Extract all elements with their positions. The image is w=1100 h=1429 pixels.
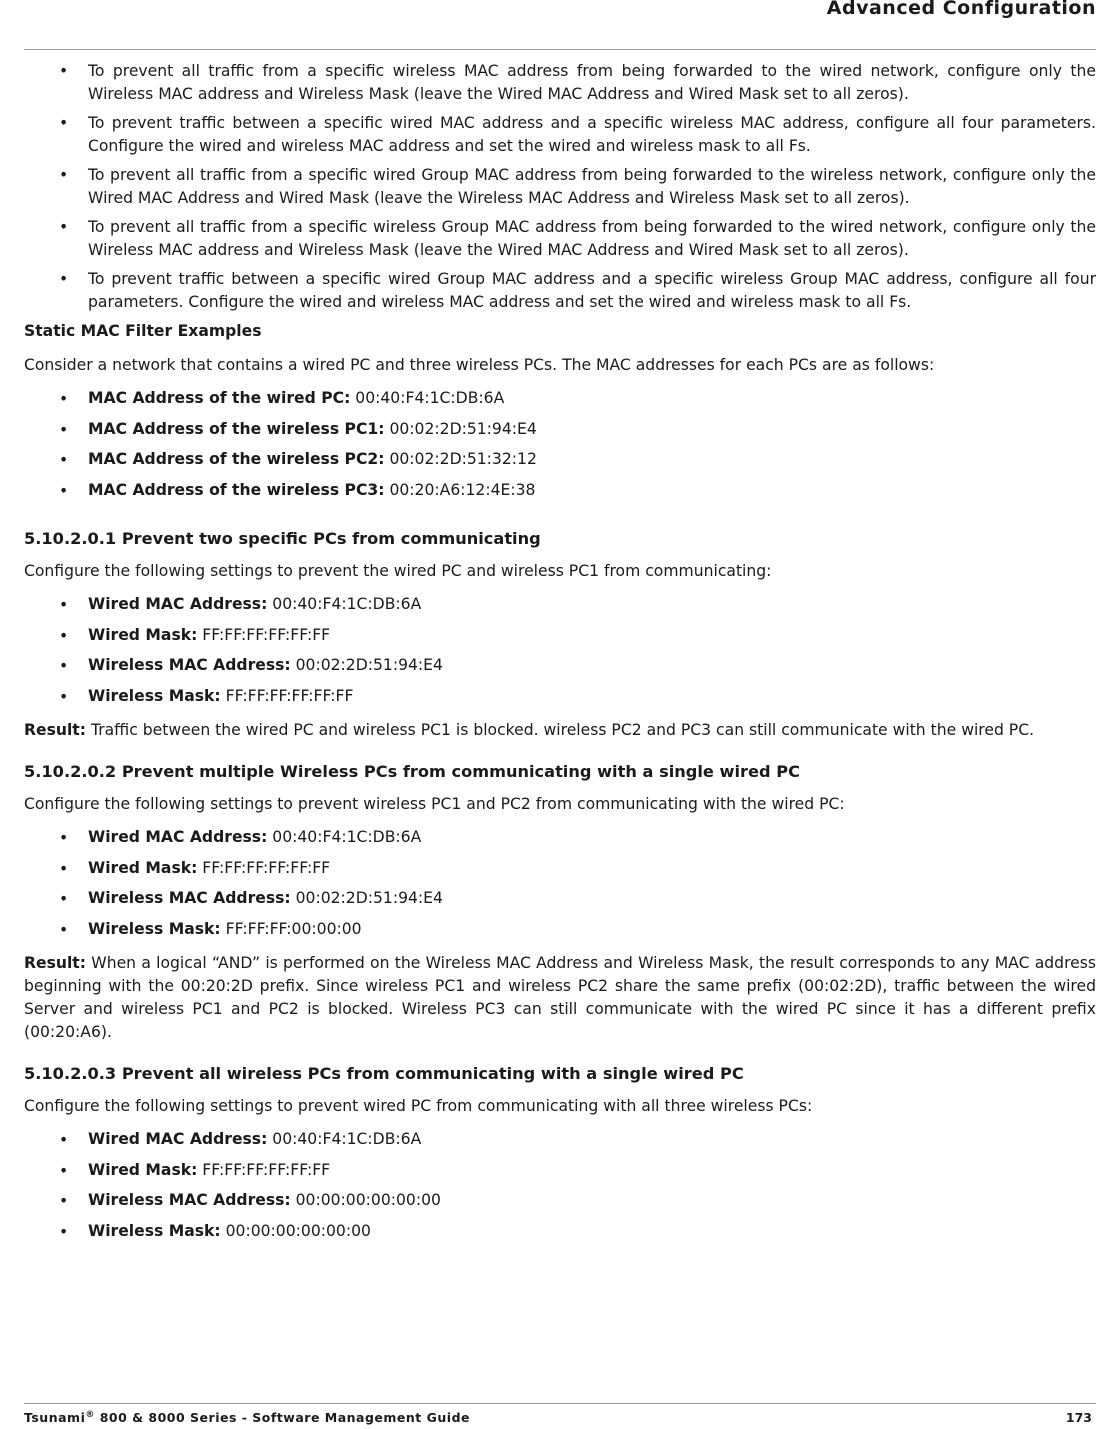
examples-heading: Static MAC Filter Examples bbox=[24, 322, 262, 340]
result-paragraph-1: Result: Traffic between the wired PC and wireless PC1 is blocked. wireless PC2 and PC3 can still communicate with the wired PC. bbox=[24, 721, 1035, 739]
list-item: • Wired MAC Address: 00:40:F4:1C:DB:6A bbox=[24, 826, 1096, 857]
list-item: • MAC Address of the wireless PC1: 00:02:2D:51:94:E4 bbox=[24, 418, 1096, 449]
list-item: • Wired MAC Address: 00:40:F4:1C:DB:6A bbox=[24, 593, 1096, 624]
intro-bullet-list bbox=[24, 60, 1096, 314]
bullet-icon: • bbox=[59, 920, 69, 939]
result-paragraph-2: Result: When a logical “AND” is performed on the Wireless MAC Address and Wireless Mask, the result corresponds to any MAC address beginning with the 00:20:2D prefix. Since wireless PC1 and wireless PC2 share the same prefix (00:02:2D), traffic between the wired Server and wireless PC1 and PC2 is blocked. Wireless PC3 can still communicate with the wired PC since it has a different prefix (00:20:A6). bbox=[24, 954, 1096, 1041]
settings-list-3 bbox=[24, 1128, 1096, 1250]
bullet-icon: • bbox=[59, 1161, 69, 1180]
bullet-icon: • bbox=[59, 390, 69, 408]
list-item: • MAC Address of the wired PC: 00:40:F4:1C:DB:6A bbox=[24, 387, 1096, 418]
list-item: • Wireless Mask: FF:FF:FF:FF:FF:FF bbox=[24, 685, 1096, 716]
bullet-icon: • bbox=[59, 1131, 69, 1149]
bullet-icon: • bbox=[59, 481, 69, 500]
examples-list bbox=[24, 387, 1096, 509]
section-heading-3: 5.10.2.0.3 Prevent all wireless PCs from communicating with a single wired PC bbox=[24, 1064, 744, 1083]
list-item: • MAC Address of the wireless PC3: 00:20:A6:12:4E:38 bbox=[24, 479, 1096, 510]
list-item: • To prevent traffic between a specific wired MAC address and a specific wireless MAC address, configure all four parameters. Configure the wired and wireless MAC address and set the wired and wireless mask to all Fs. bbox=[59, 114, 1096, 155]
footer-divider bbox=[24, 1403, 1096, 1404]
registered-mark: ® bbox=[85, 1410, 95, 1420]
bullet-icon: • bbox=[59, 420, 69, 439]
list-item: • Wireless MAC Address: 00:00:00:00:00:00 bbox=[24, 1189, 1096, 1220]
bullet-icon: • bbox=[59, 859, 69, 878]
bullet-icon: • bbox=[59, 270, 69, 288]
examples-intro: Consider a network that contains a wired PC and three wireless PCs. The MAC addresses for each PCs are as follows: bbox=[24, 356, 935, 374]
list-item: • Wired Mask: FF:FF:FF:FF:FF:FF bbox=[24, 624, 1096, 655]
list-item: • MAC Address of the wireless PC2: 00:02:2D:51:32:12 bbox=[24, 448, 1096, 479]
footer-title: Tsunami® 800 & 8000 Series - Software Management Guide bbox=[24, 1410, 471, 1426]
bullet-icon: • bbox=[59, 114, 69, 132]
list-item: • To prevent all traffic from a specific wired Group MAC address from being forwarded to the wireless network, configure only the Wired MAC Address and Wired Mask (leave the Wireless MAC Address and Wireless Mask set to all zeros). bbox=[59, 166, 1096, 207]
bullet-icon: • bbox=[59, 218, 69, 236]
bullet-icon: • bbox=[59, 626, 69, 645]
list-item: • Wireless Mask: 00:00:00:00:00:00 bbox=[24, 1220, 1096, 1251]
list-item: • To prevent traffic between a specific wired Group MAC address and a specific wireless Group MAC address, configure all four parameters. Configure the wired and wireless MAC address and set the wired and wireless mask to all Fs. bbox=[59, 270, 1096, 311]
page-number: 173 bbox=[1065, 1410, 1092, 1425]
list-item: • Wireless MAC Address: 00:02:2D:51:94:E4 bbox=[24, 887, 1096, 918]
list-item: • Wired Mask: FF:FF:FF:FF:FF:FF bbox=[24, 1159, 1096, 1190]
list-item: • To prevent all traffic from a specific wireless MAC address from being forwarded to the wired network, configure only the Wireless MAC address and Wireless Mask (leave the Wired MAC Address and Wired Mask set to all zeros). bbox=[59, 62, 1096, 103]
bullet-icon: • bbox=[59, 62, 69, 80]
bullet-icon: • bbox=[59, 166, 69, 184]
bullet-icon: • bbox=[59, 890, 69, 908]
bullet-icon: • bbox=[59, 451, 69, 469]
list-item: • Wired Mask: FF:FF:FF:FF:FF:FF bbox=[24, 857, 1096, 888]
page-header-title: Advanced Configuration bbox=[826, 0, 1096, 19]
list-item: • Wireless Mask: FF:FF:FF:00:00:00 bbox=[24, 918, 1096, 949]
bullet-icon: • bbox=[59, 687, 69, 706]
section-intro-2: Configure the following settings to prevent wireless PC1 and PC2 from communicating with the wired PC: bbox=[24, 795, 845, 813]
page-content bbox=[24, 60, 1096, 1250]
settings-list-2 bbox=[24, 826, 1096, 948]
header-divider bbox=[24, 49, 1096, 50]
list-item: • Wireless MAC Address: 00:02:2D:51:94:E4 bbox=[24, 654, 1096, 685]
settings-list-1 bbox=[24, 593, 1096, 715]
section-heading-1: 5.10.2.0.1 Prevent two specific PCs from communicating bbox=[24, 529, 541, 548]
list-item: • Wired MAC Address: 00:40:F4:1C:DB:6A bbox=[24, 1128, 1096, 1159]
list-item: • To prevent all traffic from a specific wireless Group MAC address from being forwarded to the wired network, configure only the Wireless MAC address and Wireless Mask (leave the Wired MAC Address and Wired Mask set to all zeros). bbox=[59, 218, 1096, 259]
bullet-icon: • bbox=[59, 1222, 69, 1241]
bullet-icon: • bbox=[59, 657, 69, 675]
bullet-icon: • bbox=[59, 596, 69, 614]
section-heading-2: 5.10.2.0.2 Prevent multiple Wireless PCs from communicating with a single wired PC bbox=[24, 762, 800, 781]
section-intro-3: Configure the following settings to prevent wired PC from communicating with all three wireless PCs: bbox=[24, 1097, 813, 1115]
bullet-icon: • bbox=[59, 829, 69, 847]
section-intro-1: Configure the following settings to prevent the wired PC and wireless PC1 from communicating: bbox=[24, 562, 772, 580]
bullet-icon: • bbox=[59, 1192, 69, 1210]
